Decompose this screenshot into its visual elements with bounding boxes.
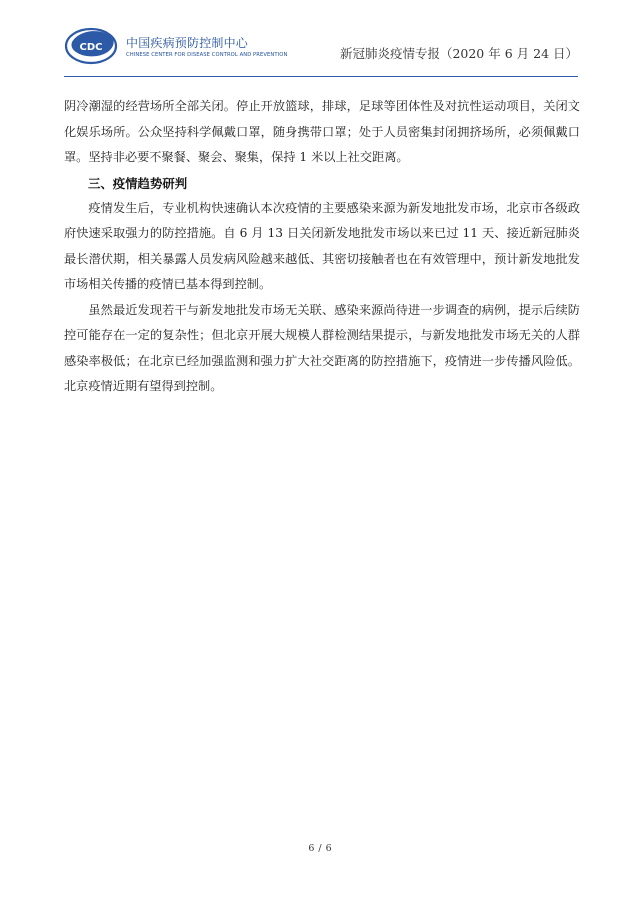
org-name-cn: 中国疾病预防控制中心 — [126, 36, 249, 50]
org-name-en: CHINESE CENTER FOR DISEASE CONTROL AND PREVENTION — [126, 52, 288, 58]
report-title: 新冠肺炎疫情专报（2020 年 6 月 24 日） — [339, 46, 578, 61]
paragraph-2: 疫情发生后，专业机构快速确认本次疫情的主要感染来源为新发地批发市场，北京市各级政府快速采取强力的防控措施。自 6 月 13 日关闭新发地批发市场以来已过 11 天、接近新冠肺炎最长潜伏期，相关暴露人员发病风险越来越低、其密切接触者也在有效管理中，预计新发地批发市场相关传播的疫情已基本得到控制。 — [64, 200, 580, 291]
page-number — [0, 843, 640, 854]
header-divider — [64, 76, 578, 77]
logo-text: CDC — [79, 42, 103, 53]
page-total: 6 — [325, 843, 332, 854]
page-separator: / — [318, 843, 322, 854]
document-body — [64, 94, 580, 400]
cdc-logo — [64, 22, 124, 70]
page-current: 6 — [308, 843, 315, 854]
page-header — [64, 22, 578, 78]
paragraph-1: 阴冷潮湿的经营场所全部关闭。停止开放篮球，排球，足球等团体性及对抗性运动项目，关闭文化娱乐场所。公众坚持科学佩戴口罩，随身携带口罩；处于人员密集封闭拥挤场所，必须佩戴口罩。坚持非必要不聚餐、聚会、聚集，保持 1 米以上社交距离。 — [64, 99, 580, 164]
section-heading: 三、疫情趋势研判 — [88, 175, 188, 191]
paragraph-3: 虽然最近发现若干与新发地批发市场无关联、感染来源尚待进一步调查的病例，提示后续防控可能存在一定的复杂性；但北京开展大规模人群检测结果提示，与新发地批发市场无关的人群感染率极低；在北京已经加强监测和强力扩大社交距离的防控措施下，疫情进一步传播风险低。北京疫情近期有望得到控制。 — [64, 302, 580, 393]
